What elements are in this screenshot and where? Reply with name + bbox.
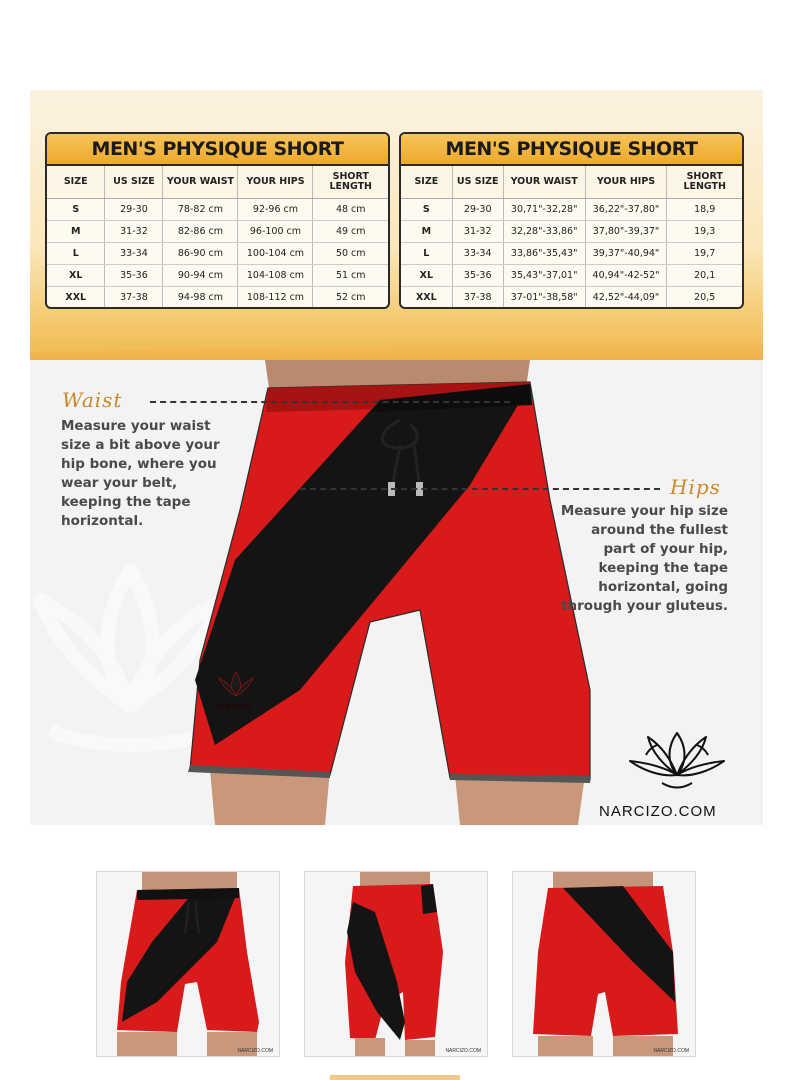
table-cell: M	[47, 221, 105, 243]
table-cell: S	[401, 199, 452, 221]
table-cell: 33,86"-35,43"	[503, 243, 585, 265]
thumbnail-front[interactable]	[96, 871, 280, 1057]
chart-title: MEN'S PHYSIQUE SHORT	[401, 134, 742, 166]
table-cell: 37-38	[452, 287, 503, 309]
next-image-edge	[330, 1075, 460, 1080]
table-cell: 52 cm	[335, 292, 366, 303]
garment-brand-label: NARCIZO	[214, 704, 253, 711]
thumbnail-back[interactable]	[512, 871, 696, 1057]
table-cell: L	[47, 243, 105, 265]
thumbnail-brand: NARCIZO.COM	[237, 1048, 273, 1054]
waist-instructions: Measure your waist size a bit above your hip bone, where you wear your belt, keeping the tape horizontal.	[61, 418, 220, 529]
table-cell: 33-34	[105, 243, 163, 265]
table-cell: 90-94 cm	[163, 265, 238, 287]
thumbnail-brand: NARCIZO.COM	[653, 1048, 689, 1054]
table-row	[401, 287, 742, 309]
table-cell: 33-34	[452, 243, 503, 265]
hips-label: Hips	[670, 475, 721, 499]
col-header-length: SHORT LENGTH	[667, 166, 742, 199]
table-row	[401, 221, 742, 243]
table-cell: 20,5	[694, 292, 716, 303]
table-cell: 49 cm	[313, 221, 388, 243]
front-view-image	[97, 872, 280, 1057]
table-cell: 37-38	[105, 287, 163, 309]
narcizo-lotus-logo-icon	[622, 725, 732, 800]
table-row	[47, 265, 388, 287]
table-cell: 94-98 cm	[163, 287, 238, 309]
table-cell: 51 cm	[313, 265, 388, 287]
table-cell: 31-32	[105, 221, 163, 243]
table-cell: S	[47, 199, 105, 221]
table-cell: 35-36	[452, 265, 503, 287]
table-cell: 50 cm	[313, 243, 388, 265]
col-header-size: SIZE	[47, 166, 105, 199]
waist-measure-line	[150, 401, 510, 403]
thumbnail-side[interactable]	[304, 871, 488, 1057]
table-cell: 29-30	[105, 199, 163, 221]
table-cell: L	[401, 243, 452, 265]
table-row	[47, 287, 388, 309]
table-cell: 18,9	[667, 199, 742, 221]
table-cell: 19,3	[667, 221, 742, 243]
brand-website: NARCIZO.COM	[599, 803, 717, 820]
table-cell: XXL	[401, 287, 452, 309]
table-row	[401, 243, 742, 265]
table-cell: 86-90 cm	[163, 243, 238, 265]
col-header-us-size: US SIZE	[105, 166, 163, 199]
table-cell: 35-36	[105, 265, 163, 287]
table-cell: 92-96 cm	[238, 199, 313, 221]
table-cell: 104-108 cm	[238, 265, 313, 287]
back-view-image	[513, 872, 696, 1057]
size-chart-imperial	[399, 132, 744, 309]
hips-instructions: Measure your hip size around the fullest part of your hip, keeping the tape horizontal, going through your gluteus.	[560, 503, 728, 614]
table-cell: 31-32	[452, 221, 503, 243]
table-cell: 42,52"-44,09"	[585, 287, 667, 309]
table-cell: XL	[47, 265, 105, 287]
table-cell: 108-112 cm	[238, 287, 313, 309]
table-row	[47, 199, 388, 221]
table-cell: 78-82 cm	[163, 199, 238, 221]
table-cell: 20,1	[667, 265, 742, 287]
table-cell: 40,94"-42-52"	[585, 265, 667, 287]
table-cell: XXL	[47, 287, 105, 309]
waist-label: Waist	[62, 388, 123, 412]
table-cell: 30,71"-32,28"	[503, 199, 585, 221]
side-view-image	[305, 872, 488, 1057]
thumbnail-brand: NARCIZO.COM	[445, 1048, 481, 1054]
col-header-waist: YOUR WAIST	[503, 166, 585, 199]
chart-title: MEN'S PHYSIQUE SHORT	[47, 134, 388, 166]
table-cell: 96-100 cm	[238, 221, 313, 243]
table-cell: 29-30	[452, 199, 503, 221]
table-cell: M	[401, 221, 452, 243]
table-cell: XL	[401, 265, 452, 287]
table-row	[47, 221, 388, 243]
table-header-row	[47, 166, 388, 199]
size-table-metric	[47, 166, 388, 308]
measuring-guide-photo	[30, 360, 763, 825]
hips-measure-line	[300, 488, 660, 490]
table-header-row	[401, 166, 742, 199]
table-cell: 32,28"-33,86"	[503, 221, 585, 243]
size-chart-metric	[45, 132, 390, 309]
table-cell: 35,43"-37,01"	[503, 265, 585, 287]
table-row	[47, 243, 388, 265]
size-chart-banner	[30, 90, 763, 378]
table-cell: 19,7	[667, 243, 742, 265]
table-cell: 48 cm	[313, 199, 388, 221]
table-cell: 39,37"-40,94"	[585, 243, 667, 265]
col-header-hips: YOUR HIPS	[238, 166, 313, 199]
table-cell: 36,22"-37,80"	[585, 199, 667, 221]
table-row	[401, 265, 742, 287]
col-header-hips: YOUR HIPS	[585, 166, 667, 199]
table-row	[401, 199, 742, 221]
table-cell: 37,80"-39,37"	[585, 221, 667, 243]
col-header-waist: YOUR WAIST	[163, 166, 238, 199]
col-header-us-size: US SIZE	[452, 166, 503, 199]
table-cell: 100-104 cm	[238, 243, 313, 265]
size-table-imperial	[401, 166, 742, 308]
table-cell: 82-86 cm	[163, 221, 238, 243]
col-header-size: SIZE	[401, 166, 452, 199]
col-header-length: SHORT LENGTH	[313, 166, 388, 199]
table-cell: 37-01"-38,58"	[503, 287, 585, 309]
